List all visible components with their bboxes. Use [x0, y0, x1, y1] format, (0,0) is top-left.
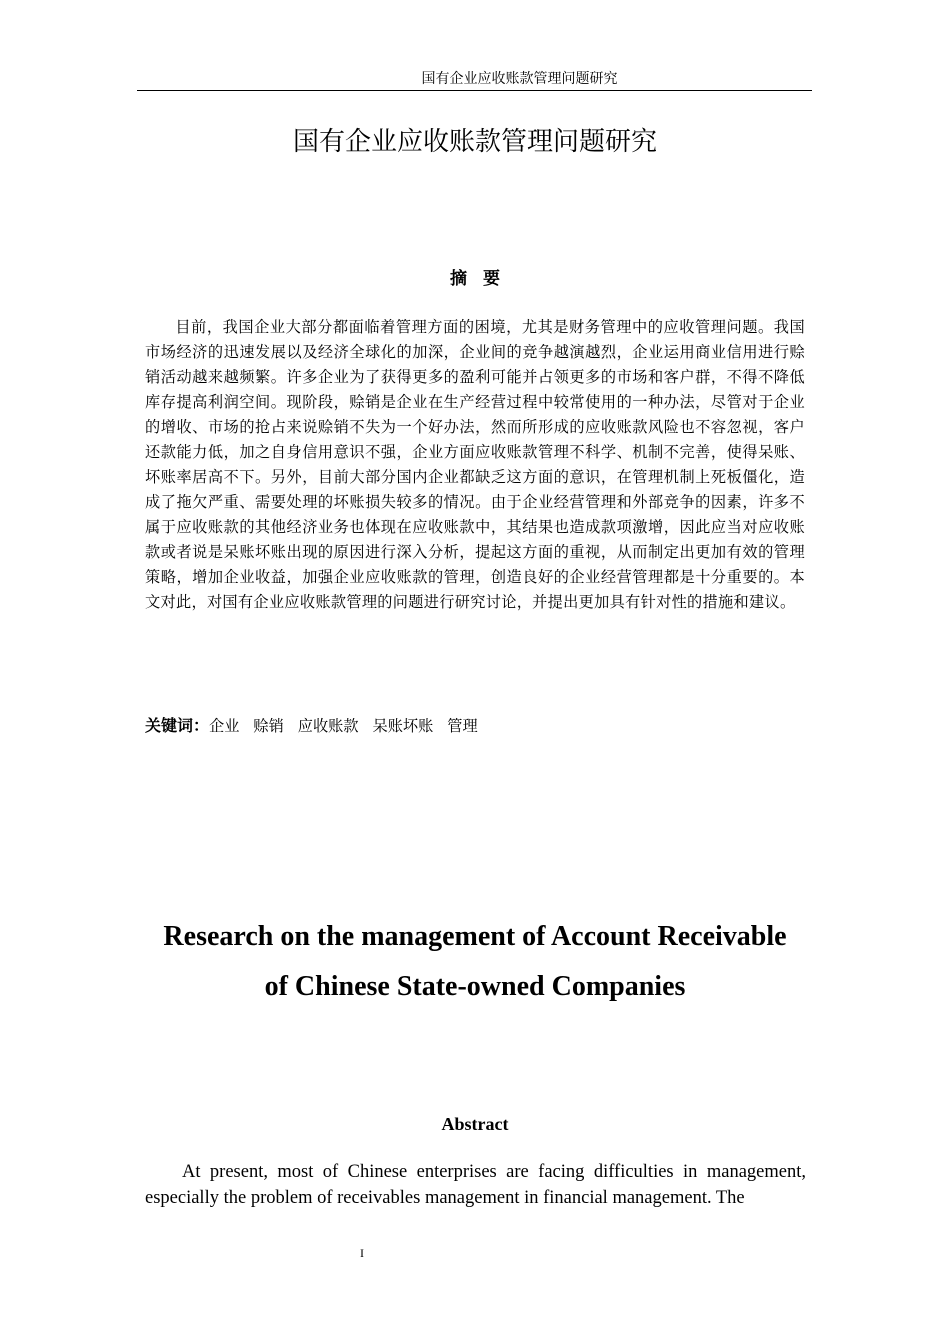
chinese-keywords	[145, 713, 805, 739]
english-title-line: of Chinese State-owned Companies	[264, 971, 686, 1002]
running-header	[137, 68, 812, 91]
keyword-item: 呆账坏账	[372, 717, 434, 735]
page-number: I	[360, 1246, 364, 1260]
english-abstract-body: At present, most of Chinese enterprises are facing difficulties in management, especially the problem of receivables management in financial management. The	[145, 1162, 806, 1208]
english-abstract-heading: Abstract	[441, 1114, 509, 1134]
running-header-title: 国有企业应收账款管理问题研究	[421, 71, 618, 87]
keyword-item: 管理	[447, 717, 478, 735]
english-title	[0, 912, 950, 1012]
keyword-item: 赊销	[253, 717, 284, 735]
keywords-label: 关键词：	[145, 716, 210, 735]
keyword-item: 企业	[209, 717, 240, 735]
keyword-item: 应收账款	[297, 717, 359, 735]
chinese-abstract-heading: 摘要	[450, 269, 516, 289]
english-title-line: Research on the management of Account Receivable	[163, 921, 787, 952]
chinese-abstract-body: 目前，我国企业大部分都面临着管理方面的困境，尤其是财务管理中的应收管理问题。我国市场经济的迅速发展以及经济全球化的加深，企业间的竞争越演越烈，企业运用商业信用进行赊销活动越来越频繁。许多企业为了获得更多的盈利可能并占领更多的市场和客户群，不得不降低库存提高利润空间。现阶段，赊销是企业在生产经营过程中较常使用的一种办法，尽管对于企业的增收、市场的抢占来说赊销不失为一个好办法，然而所形成的应收账款风险也不容忽视，客户还款能力低，加之自身信用意识不强，企业方面应收账款管理不科学、机制不完善，使得呆账、坏账率居高不下。另外，目前大部分国内企业都缺乏这方面的意识，在管理机制上死板僵化，造成了拖欠严重、需要处理的坏账损失较多的情况。由于企业经营管理和外部竞争的因素，许多不属于应收账款的其他经济业务也体现在应收账款中，其结果也造成款项激增，因此应当对应收账款或者说是呆账坏账出现的原因进行深入分析，提起这方面的重视，从而制定出更加有效的管理策略，增加企业收益，加强企业应收账款的管理，创造良好的企业经营管理都是十分重要的。本文对此，对国有企业应收账款管理的问题进行研究讨论，并提出更加具有针对性的措施和建议。	[145, 318, 805, 611]
chinese-title: 国有企业应收账款管理问题研究	[292, 127, 657, 157]
